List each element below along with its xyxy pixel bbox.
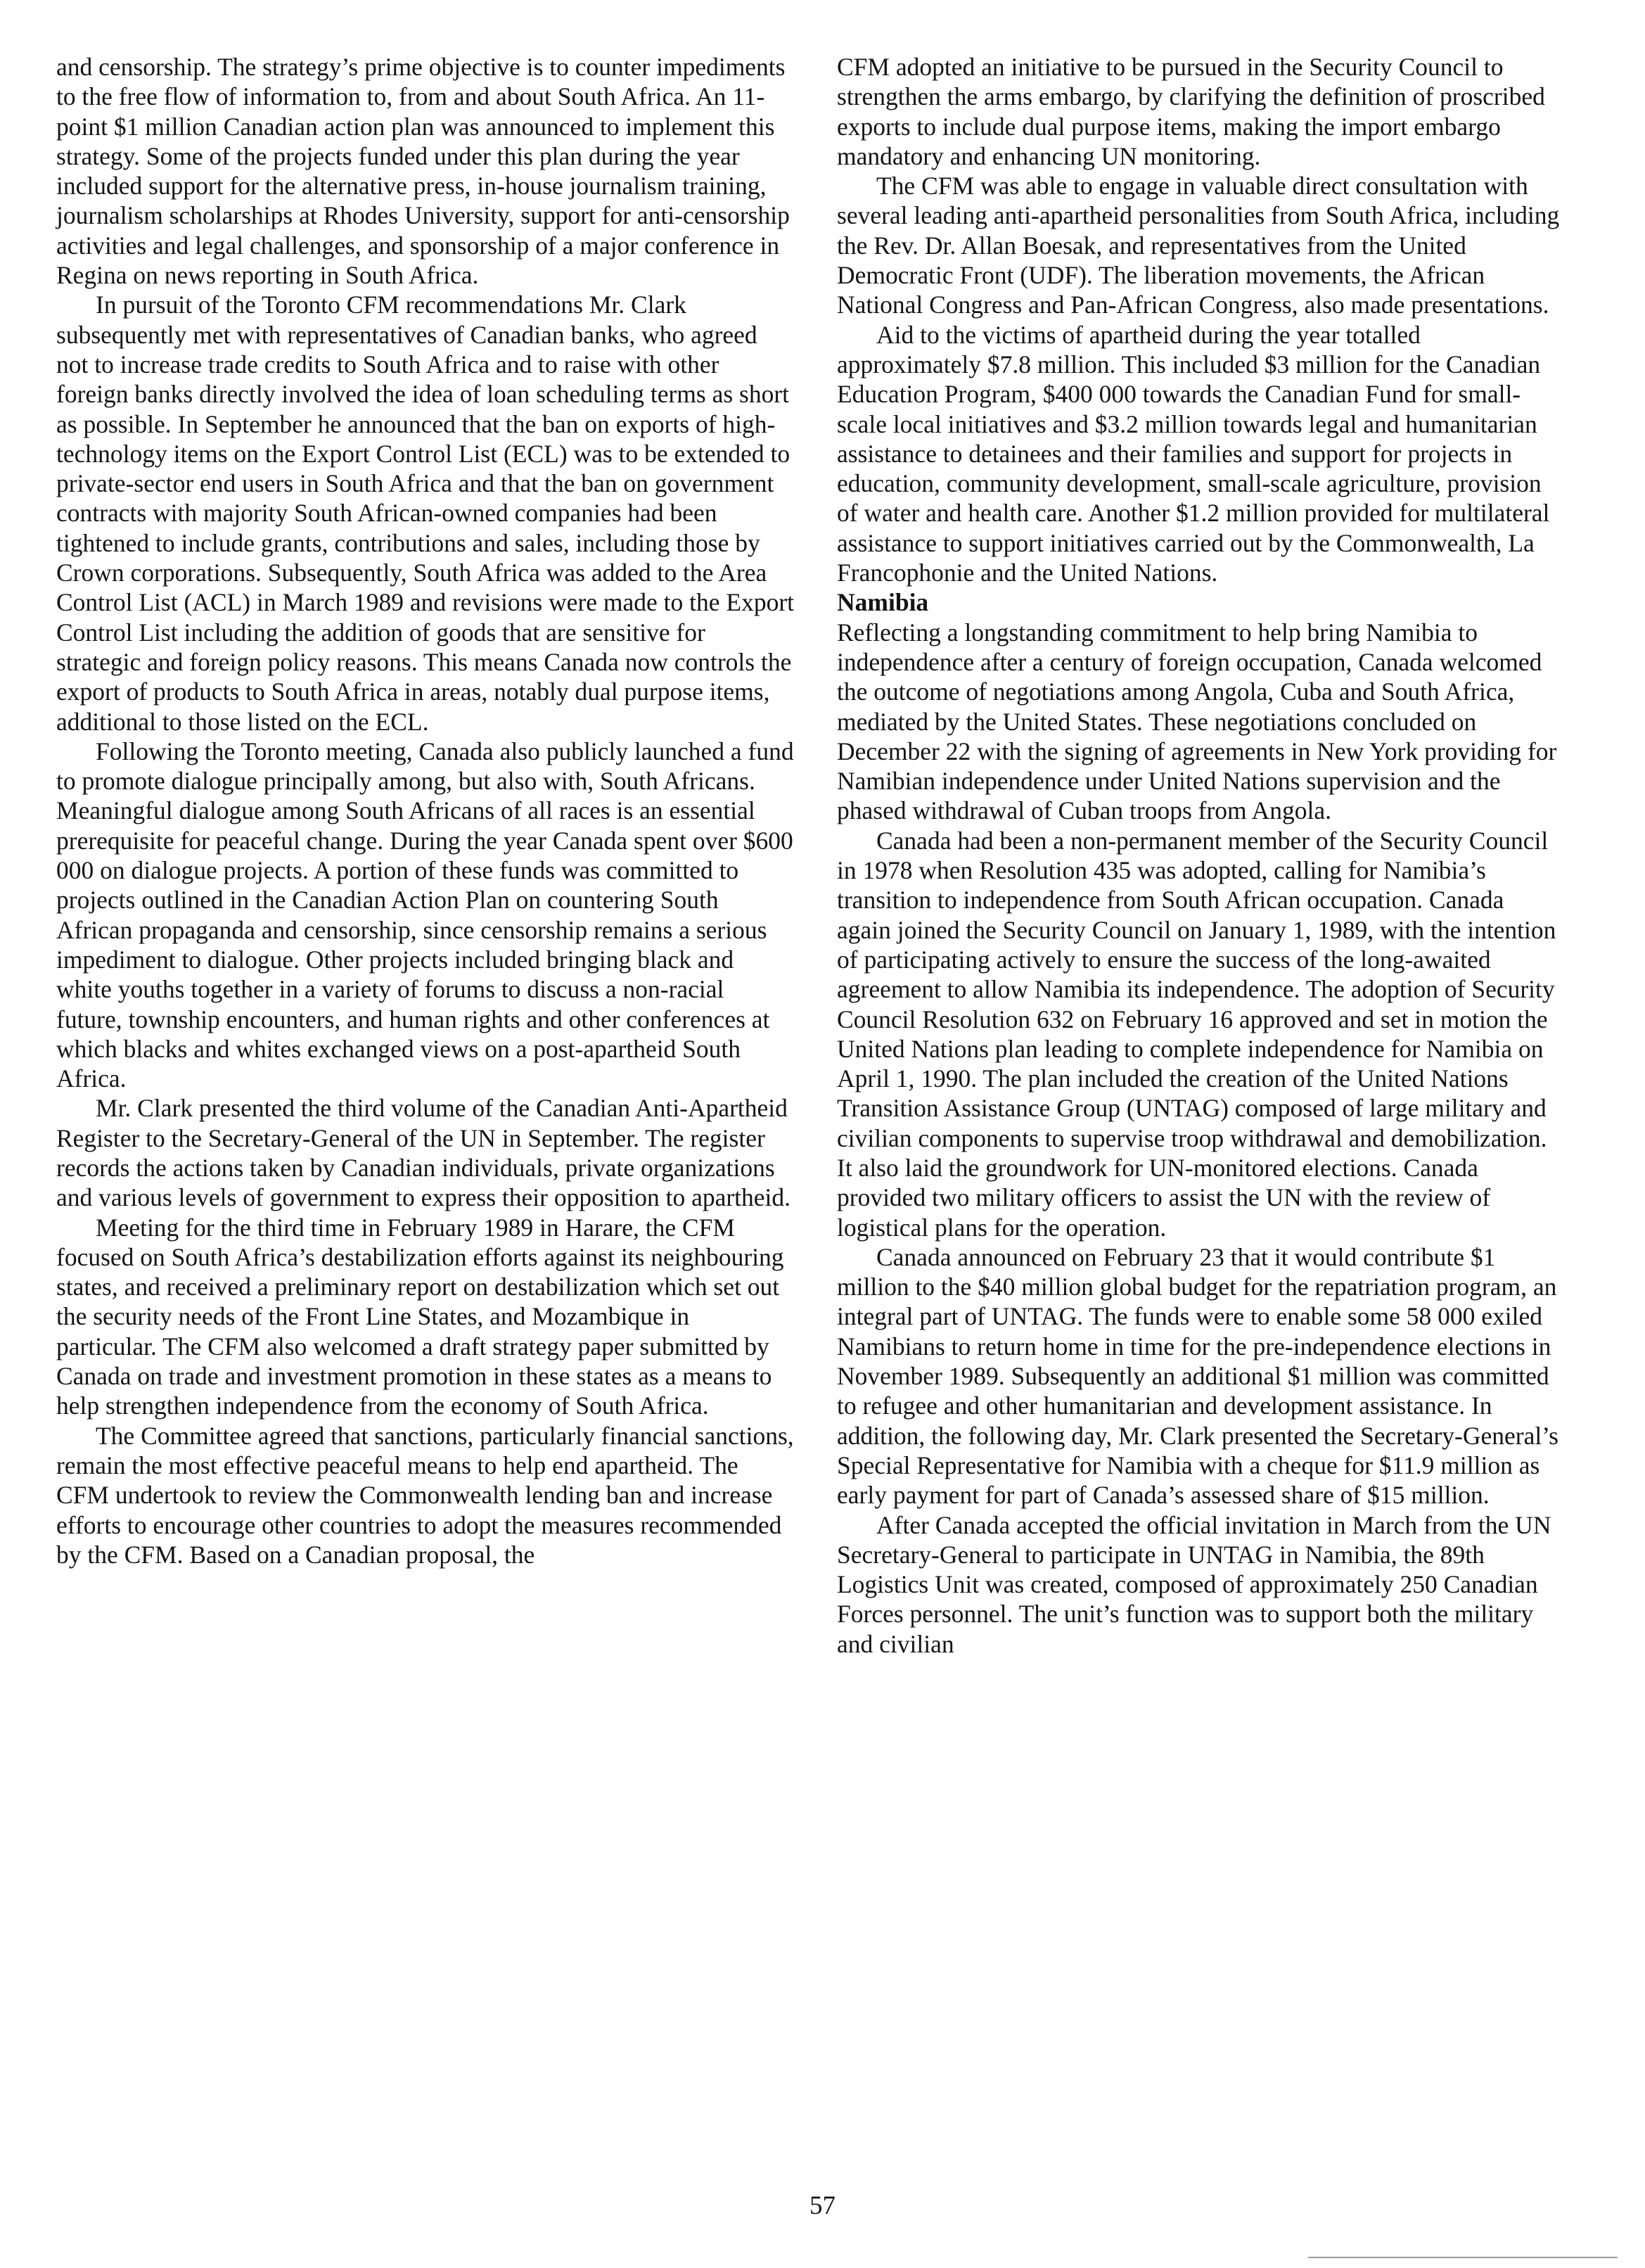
left-column [56, 52, 795, 1569]
page-number: 57 [809, 2191, 836, 2220]
paragraph: Mr. Clark presented the third volume of the Canadian Anti-Apartheid Register to the Secretary-General of the UN in September. The register records the actions taken by Canadian individuals, private organizations and various levels of government to express their opposition to apartheid. [56, 1094, 791, 1212]
paragraph: Following the Toronto meeting, Canada also publicly launched a fund to promote dialogue principally among, but also with, South Africans. Meaningful dialogue among South Africans of all races is an essential prerequisite for peaceful change. During the year Canada spent over $600 000 on dialogue projects. A portion of these funds was committed to projects outlined in the Canadian Action Plan on countering South African propaganda and censorship, since censorship remains a serious impediment to dialogue. Other projects included bringing black and white youths together in a variety of forums to discuss a non-racial future, township encounters, and human rights and other conferences at which blacks and whites exchanged views on a post-apartheid South Africa. [56, 737, 794, 1093]
right-column [837, 52, 1561, 1659]
paragraph: CFM adopted an initiative to be pursued in the Security Council to strengthen the arms embargo, by clarifying the definition of proscribed exports to include dual purpose items, making the import embargo mandatory and enhancing UN monitoring. [837, 53, 1545, 170]
paragraph: Aid to the victims of apartheid during the year totalled approximately $7.8 million. This included $3 million for the Canadian Education Program, $400 000 towards the Canadian Fund for small-scale local initiatives and $3.2 million towards legal and humanitarian assistance to detainees and their families and support for projects in education, community development, small-scale agriculture, provision of water and health care. Another $1.2 million provided for multilateral assistance to support initiatives carried out by the Commonwealth, La Francophonie and the United Nations. [837, 320, 1550, 587]
paragraph: Canada had been a non-permanent member of the Security Council in 1978 when Resolution 435 was adopted, calling for Namibia’s transition to independence from South African occupation. Canada again joined the Security Council on January 1, 1989, with the intention of participating actively to ensure the success of the long-awaited agreement to allow Namibia its independence. The adoption of Security Council Resolution 632 on February 16 approved and set in motion the United Nations plan leading to complete independence for Namibia on April 1, 1990. The plan included the creation of the United Nations Transition Assistance Group (UNTAG) composed of large military and civilian components to supervise troop withdrawal and demobilization. It also laid the groundwork for UN-monitored elections. Canada provided two military officers to assist the UN with the review of logistical plans for the operation. [837, 826, 1556, 1242]
scan-edge-line [1308, 2257, 1618, 2258]
paragraph: The Committee agreed that sanctions, particularly financial sanctions, remain the most effective peaceful means to help end apartheid. The CFM undertook to review the Commonwealth lending ban and increase efforts to encourage other countries to adopt the measures recommended by the CFM. Based on a Canadian proposal, the [56, 1421, 794, 1569]
paragraph: Reflecting a longstanding commitment to help bring Namibia to independence after a century of foreign occupation, Canada welcomed the outcome of negotiations among Angola, Cuba and South Africa, mediated by the United States. These negotiations concluded on December 22 with the signing of agreements in New York providing for Namibian independence under United Nations supervision and the phased withdrawal of Cuban troops from Angola. [837, 618, 1557, 825]
paragraph: Meeting for the third time in February 1989 in Harare, the CFM focused on South Africa’s destabilization efforts against its neighbouring states, and received a preliminary report on destabilization which set out the security needs of the Front Line States, and Mozambique in particular. The CFM also welcomed a draft strategy paper submitted by Canada on trade and investment promotion in these states as a means to help strengthen independence from the economy of South Africa. [56, 1213, 784, 1420]
paragraph: In pursuit of the Toronto CFM recommendations Mr. Clark subsequently met with representatives of Canadian banks, who agreed not to increase trade credits to South Africa and to raise with other foreign banks directly involved the idea of loan scheduling terms as short as possible. In September he announced that the ban on exports of high-technology items on the Export Control List (ECL) was to be extended to private-sector end users in South Africa and that the ban on government contracts with majority South African-owned companies had been tightened to include grants, contributions and sales, including those by Crown corporations. Subsequently, South Africa was added to the Area Control List (ACL) in March 1989 and revisions were made to the Export Control List including the addition of goods that are sensitive for strategic and foreign policy reasons. This means Canada now controls the export of products to South Africa in areas, notably dual purpose items, additional to those listed on the ECL. [56, 291, 795, 736]
section-heading: Namibia [837, 588, 929, 617]
paragraph: Canada announced on February 23 that it would contribute $1 million to the $40 million global budget for the repatriation program, an integral part of UNTAG. The funds were to enable some 58 000 exiled Namibians to return home in time for the pre-independence elections in November 1989. Subsequently an additional $1 million was committed to refugee and other humanitarian and development assistance. In addition, the following day, Mr. Clark presented the Secretary-General’s Special Representative for Namibia with a cheque for $11.9 million as early payment for part of Canada’s assessed share of $15 million. [837, 1242, 1558, 1510]
paragraph: The CFM was able to engage in valuable direct consultation with several leading anti-apartheid personalities from South Africa, including the Rev. Dr. Allan Boesak, and representatives from the United Democratic Front (UDF). The liberation movements, the African National Congress and Pan-African Congress, also made presentations. [837, 172, 1560, 319]
paragraph: and censorship. The strategy’s prime objective is to counter impediments to the free flow of information to, from and about South Africa. An 11-point $1 million Canadian action plan was announced to implement this strategy. Some of the projects funded under this plan during the year included support for the alternative press, in-house journalism training, journalism scholarships at Rhodes University, support for anti-censorship activities and legal challenges, and sponsorship of a major conference in Regina on news reporting in South Africa. [56, 53, 790, 290]
paragraph: After Canada accepted the official invitation in March from the UN Secretary-General to participate in UNTAG in Namibia, the 89th Logistics Unit was created, composed of approximately 250 Canadian Forces personnel. The unit’s function was to support both the military and civilian [837, 1510, 1551, 1658]
